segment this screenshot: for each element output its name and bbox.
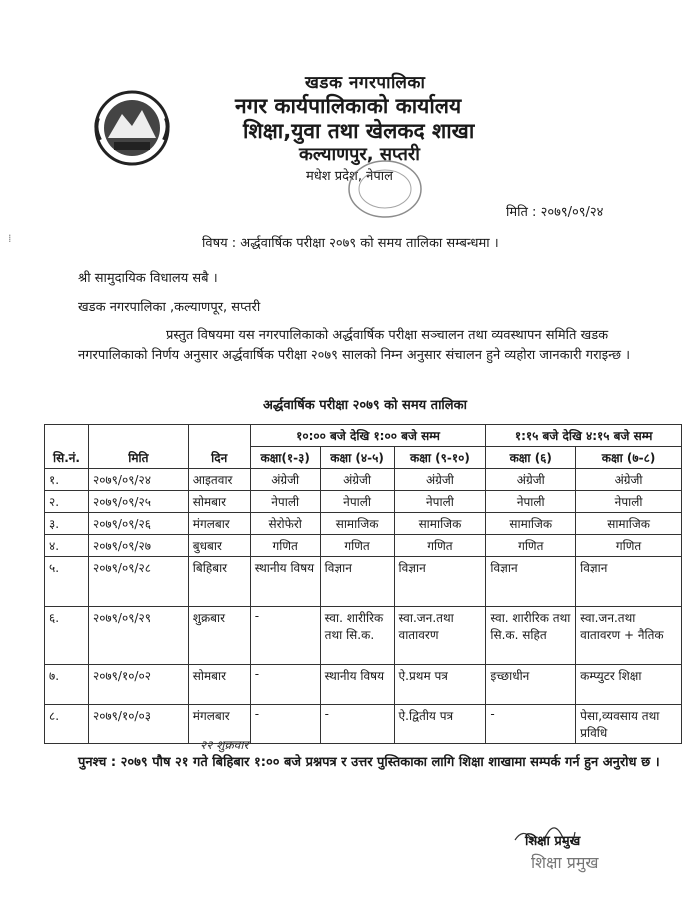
subject-cell: सामाजिक — [320, 513, 394, 535]
subject-cell: सेरोफेरो — [250, 513, 320, 535]
header-date: मिति — [88, 425, 188, 469]
header-day: दिन — [188, 425, 250, 469]
province: मधेश प्रदेश, नेपाल — [306, 169, 393, 184]
subject-cell: विज्ञान — [576, 557, 682, 607]
date-cell: २०७९/०९/२९ — [88, 607, 188, 665]
subject-cell: नेपाली — [486, 491, 576, 513]
subject-cell: अंग्रेजी — [576, 469, 682, 491]
sn-cell: ३. — [45, 513, 89, 535]
subject-cell: नेपाली — [320, 491, 394, 513]
location: कल्याणपुर, सप्तरी — [299, 144, 420, 165]
subject-cell: सामाजिक — [576, 513, 682, 535]
table-row — [45, 557, 682, 607]
header-slot-afternoon: १:१५ बजे देखि ४:१५ बजे सम्म — [486, 425, 682, 447]
date-cell: २०७९/१०/०२ — [88, 665, 188, 705]
date-cell: २०७९/०९/२७ — [88, 535, 188, 557]
signatory-stamp: शिक्षा प्रमुख — [531, 853, 599, 872]
subject-cell: अंग्रेजी — [394, 469, 486, 491]
subject-cell: - — [250, 665, 320, 705]
sn-cell: ७. — [45, 665, 89, 705]
subject-cell: इच्छाधीन — [486, 665, 576, 705]
day-cell: सोमबार — [188, 491, 250, 513]
date-cell: २०७९/१०/०३ — [88, 705, 188, 744]
header-class-1-3: कक्षा(१-३) — [250, 447, 320, 469]
table-row — [45, 469, 682, 491]
header-class-4-5: कक्षा (४-५) — [320, 447, 394, 469]
exam-schedule-table — [44, 424, 682, 744]
subject-cell: नेपाली — [250, 491, 320, 513]
postscript: पुनश्च : २०७९ पौष २१ गते बिहिबार १:०० बजे प्रश्नपत्र र उत्तर पुस्तिकाका लागि शिक्षा शाखामा सम्पर्क गर्न हुन अनुरोध छ । — [78, 755, 660, 770]
date-cell: २०७९/०९/२४ — [88, 469, 188, 491]
subject-cell: अंग्रेजी — [320, 469, 394, 491]
subject-cell: - — [250, 607, 320, 665]
header-class-6: कक्षा (६) — [486, 447, 576, 469]
subject-cell: स्वा.जन.तथा वातावरण — [394, 607, 486, 665]
date-cell: २०७९/०९/२५ — [88, 491, 188, 513]
sn-cell: १. — [45, 469, 89, 491]
recipient-line-2: खडक नगरपालिका ,कल्याणपूर, सप्तरी — [78, 300, 261, 315]
subject-cell: गणित — [250, 535, 320, 557]
sn-cell: ६. — [45, 607, 89, 665]
day-cell: मंगलबार — [188, 705, 250, 744]
government-emblem-icon — [90, 88, 174, 168]
date-cell: २०७९/०९/२६ — [88, 513, 188, 535]
day-cell: बुधबार — [188, 535, 250, 557]
subject-cell: - — [320, 705, 394, 744]
subject-cell: नेपाली — [394, 491, 486, 513]
subject-cell: - — [250, 705, 320, 744]
header-slot-morning: १०:०० बजे देखि १:०० बजे सम्म — [250, 425, 486, 447]
table-row — [45, 705, 682, 744]
table-row — [45, 665, 682, 705]
day-cell: मंगलबार — [188, 513, 250, 535]
header-sn: सि.नं. — [45, 425, 89, 469]
table-row — [45, 607, 682, 665]
subject-cell: गणित — [576, 535, 682, 557]
subject-cell: नेपाली — [576, 491, 682, 513]
header-class-7-8: कक्षा (७-८) — [576, 447, 682, 469]
subject-cell: गणित — [486, 535, 576, 557]
subject-cell: स्वा. शारीरिक तथा सि.क. — [320, 607, 394, 665]
subject-cell: सामाजिक — [394, 513, 486, 535]
day-cell: बिहिबार — [188, 557, 250, 607]
subject-cell: स्वा.जन.तथा वातावरण + नैतिक — [576, 607, 682, 665]
table-title: अर्द्धवार्षिक परीक्षा २०७९ को समय तालिका — [263, 398, 467, 413]
subject-cell: गणित — [394, 535, 486, 557]
subject-cell: कम्प्युटर शिक्षा — [576, 665, 682, 705]
table-row — [45, 535, 682, 557]
sn-cell: २. — [45, 491, 89, 513]
day-cell: सोमबार — [188, 665, 250, 705]
recipient-line-1: श्री सामुदायिक विधालय सबै । — [78, 271, 218, 286]
date-cell: २०७९/०९/२८ — [88, 557, 188, 607]
table-header-row — [45, 425, 682, 447]
subject-cell: सामाजिक — [486, 513, 576, 535]
letter-subject: विषय : अर्द्धवार्षिक परीक्षा २०७९ को समय तालिका सम्बन्धमा । — [202, 236, 499, 251]
subject-cell: अंग्रेजी — [250, 469, 320, 491]
signatory-title: शिक्षा प्रमुख — [525, 834, 581, 849]
subject-cell: स्वा. शारीरिक तथा सि.क. सहित — [486, 607, 576, 665]
sn-cell: ८. — [45, 705, 89, 744]
subject-cell: विज्ञान — [394, 557, 486, 607]
letter-date: मिति : २०७९/०९/२४ — [506, 205, 604, 220]
header-class-9-10: कक्षा (९-१०) — [394, 447, 486, 469]
letter-body: प्रस्तुत विषयमा यस नगरपालिकाको अर्द्धवार्षिक परीक्षा सञ्चालन तथा व्यवस्थापन समिति खडक नगरपालिकाको निर्णय अनुसार अर्द्धवार्षिक परीक्षा २०७९ सालको निम्न अनुसार संचालन हुने व्यहोरा जानकारी गराइन्छ । — [78, 328, 631, 363]
day-cell: शुक्रबार — [188, 607, 250, 665]
subject-cell: अंग्रेजी — [486, 469, 576, 491]
office-stamp-icon — [346, 158, 424, 220]
subject-cell: स्थानीय विषय — [320, 665, 394, 705]
office-name: नगर कार्यपालिकाको कार्यालय — [235, 94, 462, 118]
subject-cell: - — [486, 705, 576, 744]
subject-cell: ऐ.प्रथम पत्र — [394, 665, 486, 705]
subject-cell: स्थानीय विषय — [250, 557, 320, 607]
department-name: शिक्षा,युवा तथा खेलकद शाखा — [243, 119, 475, 143]
municipality-name: खडक नगरपालिका — [305, 73, 426, 93]
day-cell: आइतवार — [188, 469, 250, 491]
subject-cell: विज्ञान — [486, 557, 576, 607]
sn-cell: ५. — [45, 557, 89, 607]
sn-cell: ४. — [45, 535, 89, 557]
subject-cell: पेसा,व्यवसाय तथा प्रविधि — [576, 705, 682, 744]
margin-mark: ⁞ — [8, 232, 12, 245]
subject-cell: ऐ.द्वितीय पत्र — [394, 705, 486, 744]
subject-cell: गणित — [320, 535, 394, 557]
table-row — [45, 491, 682, 513]
subject-cell: विज्ञान — [320, 557, 394, 607]
handwritten-correction: २२ शुक्रवार — [200, 738, 249, 752]
table-row — [45, 513, 682, 535]
